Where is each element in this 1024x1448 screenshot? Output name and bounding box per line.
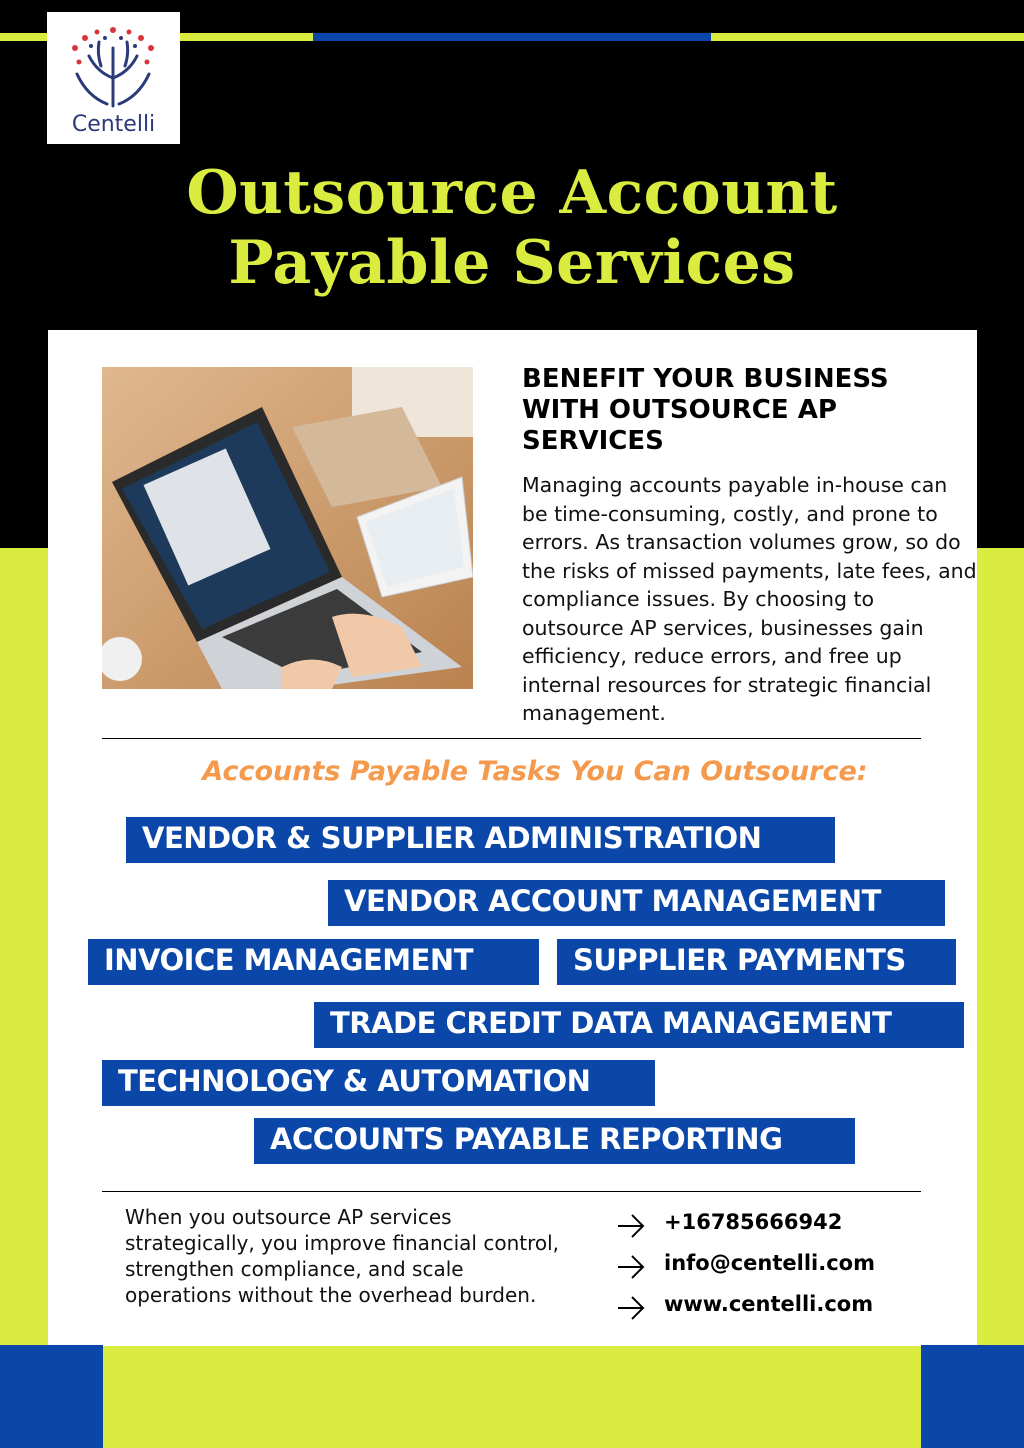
- brand-name: Centelli: [71, 112, 156, 137]
- tasks-heading: Accounts Payable Tasks You Can Outsource:: [202, 756, 868, 787]
- divider-top: [102, 738, 921, 739]
- contact-email-text[interactable]: info@centelli.com: [664, 1251, 875, 1275]
- task-accounts-payable-reporting: ACCOUNTS PAYABLE REPORTING: [254, 1118, 855, 1164]
- contact-email[interactable]: [616, 1251, 936, 1281]
- task-supplier-payments: SUPPLIER PAYMENTS: [557, 939, 956, 985]
- accent-stripe-lime-right: [711, 33, 1024, 41]
- laptop-photo: [102, 367, 473, 689]
- task-vendor-supplier-administration: VENDOR & SUPPLIER ADMINISTRATION: [126, 817, 835, 863]
- footer-corner-left: [0, 1345, 103, 1448]
- arrow-right-icon: [616, 1212, 646, 1240]
- contact-website[interactable]: [616, 1292, 936, 1322]
- accent-stripe-blue: [313, 33, 711, 41]
- footer-band: [0, 1373, 1024, 1448]
- benefit-body: Managing accounts payable in-house can be time-consuming, costly, and prone to errors. As transaction volumes grow, so do the risks of missed payments, late fees, and compliance issues. By choosing to outsource AP services, businesses gain efficiency, reduce errors, and free up internal resources for strategic financial management.: [522, 473, 977, 725]
- page-title-line-1: Outsource Account: [186, 158, 838, 228]
- contact-phone-text[interactable]: +16785666942: [664, 1210, 843, 1234]
- divider-bottom: [102, 1191, 921, 1192]
- task-trade-credit-data-management: TRADE CREDIT DATA MANAGEMENT: [314, 1002, 964, 1048]
- task-vendor-account-management: VENDOR ACCOUNT MANAGEMENT: [328, 880, 945, 926]
- contact-website-text[interactable]: www.centelli.com: [664, 1292, 874, 1316]
- laptop-illustration: [102, 367, 473, 689]
- task-invoice-management: INVOICE MANAGEMENT: [88, 939, 539, 985]
- closing-statement: When you outsource AP services strategically, you improve financial control, strengthen compliance, and scale operations without the overhead burden.: [125, 1205, 560, 1307]
- page-title: [0, 158, 1024, 298]
- brand-logo: [47, 12, 180, 144]
- tree-hands-logo-icon: [67, 26, 160, 110]
- contact-phone[interactable]: [616, 1210, 936, 1240]
- task-technology-automation: TECHNOLOGY & AUTOMATION: [102, 1060, 655, 1106]
- page-title-line-2: Payable Services: [228, 228, 796, 298]
- arrow-right-icon: [616, 1253, 646, 1281]
- arrow-right-icon: [616, 1294, 646, 1322]
- footer-corner-right: [921, 1345, 1024, 1448]
- benefit-heading: BENEFIT YOUR BUSINESS WITH OUTSOURCE AP SERVICES: [522, 364, 889, 456]
